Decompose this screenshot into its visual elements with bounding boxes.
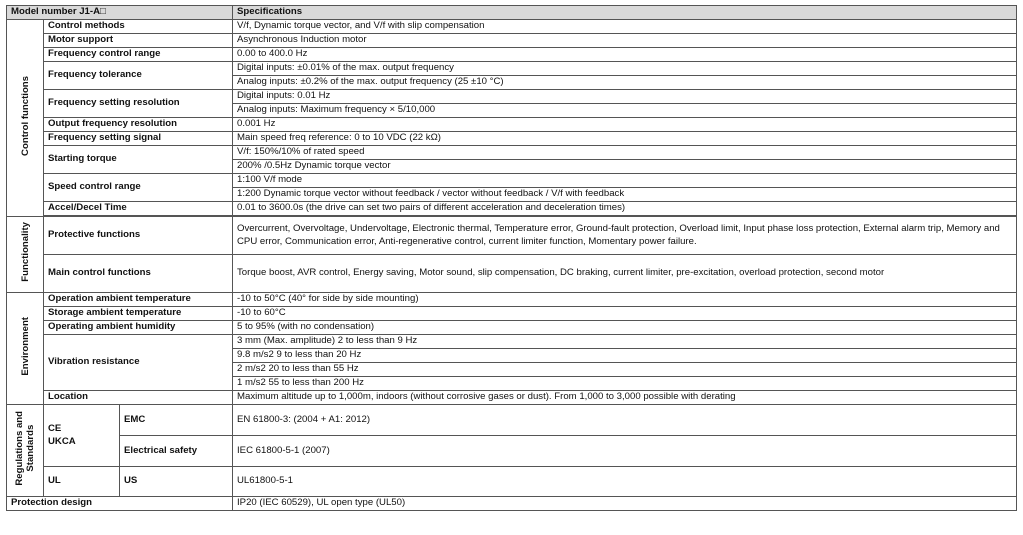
table-row xyxy=(7,293,1017,307)
row-value-protection-design: IP20 (IEC 60529), UL open type (UL50) xyxy=(233,497,1017,511)
row-value-operating-ambient-humidity: 5 to 95% (with no condensation) xyxy=(233,321,1017,335)
table-row xyxy=(7,255,1017,293)
row-value-frequency-control-range: 0.00 to 400.0 Hz xyxy=(233,48,1017,62)
row-label-operating-ambient-humidity: Operating ambient humidity xyxy=(44,321,233,335)
electrical-safety-label: Electrical safety xyxy=(120,436,233,467)
table-row xyxy=(7,391,1017,405)
row-value-starting-torque-vf: V/f: 150%/10% of rated speed xyxy=(233,146,1017,160)
row-value-speed-control-range-vf: 1:100 V/f mode xyxy=(233,174,1017,188)
row-value-operation-ambient-temperature: -10 to 50°C (40° for side by side mounting) xyxy=(233,293,1017,307)
row-value-frequency-setting-resolution-digital: Digital inputs: 0.01 Hz xyxy=(233,90,1017,104)
table-row xyxy=(7,174,1017,188)
table-row xyxy=(7,132,1017,146)
electrical-safety-value: IEC 61800-5-1 (2007) xyxy=(233,436,1017,467)
emc-value: EN 61800-3: (2004 + A1: 2012) xyxy=(233,405,1017,436)
row-label-storage-ambient-temperature: Storage ambient temperature xyxy=(44,307,233,321)
ul-value: UL61800-5-1 xyxy=(233,467,1017,497)
table-row xyxy=(7,34,1017,48)
category-regulations-standards: Regulations and Standards xyxy=(7,405,44,497)
row-label-control-methods: Control methods xyxy=(44,20,233,34)
table-row xyxy=(7,321,1017,335)
row-value-vibration-3: 2 m/s2 20 to less than 55 Hz xyxy=(233,363,1017,377)
table-row xyxy=(7,202,1017,216)
row-label-main-control-functions: Main control functions xyxy=(44,255,233,293)
row-label-frequency-control-range: Frequency control range xyxy=(44,48,233,62)
table-row xyxy=(7,217,1017,255)
row-value-frequency-setting-resolution-analog: Analog inputs: Maximum frequency × 5/10,000 xyxy=(233,104,1017,118)
row-label-motor-support: Motor support xyxy=(44,34,233,48)
ul-label: UL xyxy=(44,467,120,497)
row-label-location: Location xyxy=(44,391,233,405)
row-label-protective-functions: Protective functions xyxy=(44,217,233,255)
row-value-speed-control-range-dynamic: 1:200 Dynamic torque vector without feedback / vector without feedback / V/f with feedback xyxy=(233,188,1017,202)
category-control-functions: Control functions xyxy=(7,20,44,217)
specifications-header: Specifications xyxy=(233,6,1017,20)
table-row xyxy=(7,90,1017,104)
table-row xyxy=(7,62,1017,76)
model-number-header: Model number J1-A□ xyxy=(7,6,233,20)
table-row xyxy=(7,467,1017,497)
specifications-table xyxy=(6,5,1017,511)
row-label-operation-ambient-temperature: Operation ambient temperature xyxy=(44,293,233,307)
table-row xyxy=(7,405,1017,436)
ce-ukca-label: CE UKCA xyxy=(44,405,120,467)
row-value-main-control-functions: Torque boost, AVR control, Energy saving, Motor sound, slip compensation, DC braking, current limiter, pre-excitation, overload protection, second motor xyxy=(233,255,1017,293)
row-value-frequency-setting-signal: Main speed freq reference: 0 to 10 VDC (22 kΩ) xyxy=(233,132,1017,146)
row-label-output-frequency-resolution: Output frequency resolution xyxy=(44,118,233,132)
row-label-frequency-setting-resolution: Frequency setting resolution xyxy=(44,90,233,118)
row-label-speed-control-range: Speed control range xyxy=(44,174,233,202)
table-row xyxy=(7,118,1017,132)
row-label-starting-torque: Starting torque xyxy=(44,146,233,174)
table-row xyxy=(7,436,1017,467)
row-label-accel-decel-time: Accel/Decel Time xyxy=(44,202,233,216)
table-row xyxy=(7,48,1017,62)
table-row xyxy=(7,20,1017,34)
table-row xyxy=(7,335,1017,349)
row-label-protection-design: Protection design xyxy=(7,497,233,511)
row-value-accel-decel-time: 0.01 to 3600.0s (the drive can set two pairs of different acceleration and deceleration times) xyxy=(233,202,1017,216)
table-row xyxy=(7,146,1017,160)
emc-label: EMC xyxy=(120,405,233,436)
us-label: US xyxy=(120,467,233,497)
row-value-motor-support: Asynchronous Induction motor xyxy=(233,34,1017,48)
row-value-starting-torque-dynamic: 200% /0.5Hz Dynamic torque vector xyxy=(233,160,1017,174)
row-value-storage-ambient-temperature: -10 to 60°C xyxy=(233,307,1017,321)
row-value-vibration-2: 9.8 m/s2 9 to less than 20 Hz xyxy=(233,349,1017,363)
row-value-location: Maximum altitude up to 1,000m, indoors (without corrosive gases or dust). From 1,000 to 3,000 possible with derating xyxy=(233,391,1017,405)
table-row xyxy=(7,307,1017,321)
row-value-control-methods: V/f, Dynamic torque vector, and V/f with slip compensation xyxy=(233,20,1017,34)
category-environment: Environment xyxy=(7,293,44,405)
row-value-output-frequency-resolution: 0.001 Hz xyxy=(233,118,1017,132)
row-value-frequency-tolerance-digital: Digital inputs: ±0.01% of the max. output frequency xyxy=(233,62,1017,76)
row-value-frequency-tolerance-analog: Analog inputs: ±0.2% of the max. output frequency (25 ±10 °C) xyxy=(233,76,1017,90)
row-value-protective-functions: Overcurrent, Overvoltage, Undervoltage, Electronic thermal, Temperature error, Ground-fault protection, Overload limit, Input phase loss protection, External alarm trip, Memory and CPU error, Communication error, Anti-regenerative control, current limiter function, Momentary power failure. xyxy=(233,217,1017,255)
row-value-vibration-4: 1 m/s2 55 to less than 200 Hz xyxy=(233,377,1017,391)
row-label-vibration-resistance: Vibration resistance xyxy=(44,335,233,391)
table-row xyxy=(7,497,1017,511)
row-label-frequency-tolerance: Frequency tolerance xyxy=(44,62,233,90)
category-functionality: Functionality xyxy=(7,217,44,293)
row-label-frequency-setting-signal: Frequency setting signal xyxy=(44,132,233,146)
table-header-row xyxy=(7,6,1017,20)
row-value-vibration-1: 3 mm (Max. amplitude) 2 to less than 9 Hz xyxy=(233,335,1017,349)
